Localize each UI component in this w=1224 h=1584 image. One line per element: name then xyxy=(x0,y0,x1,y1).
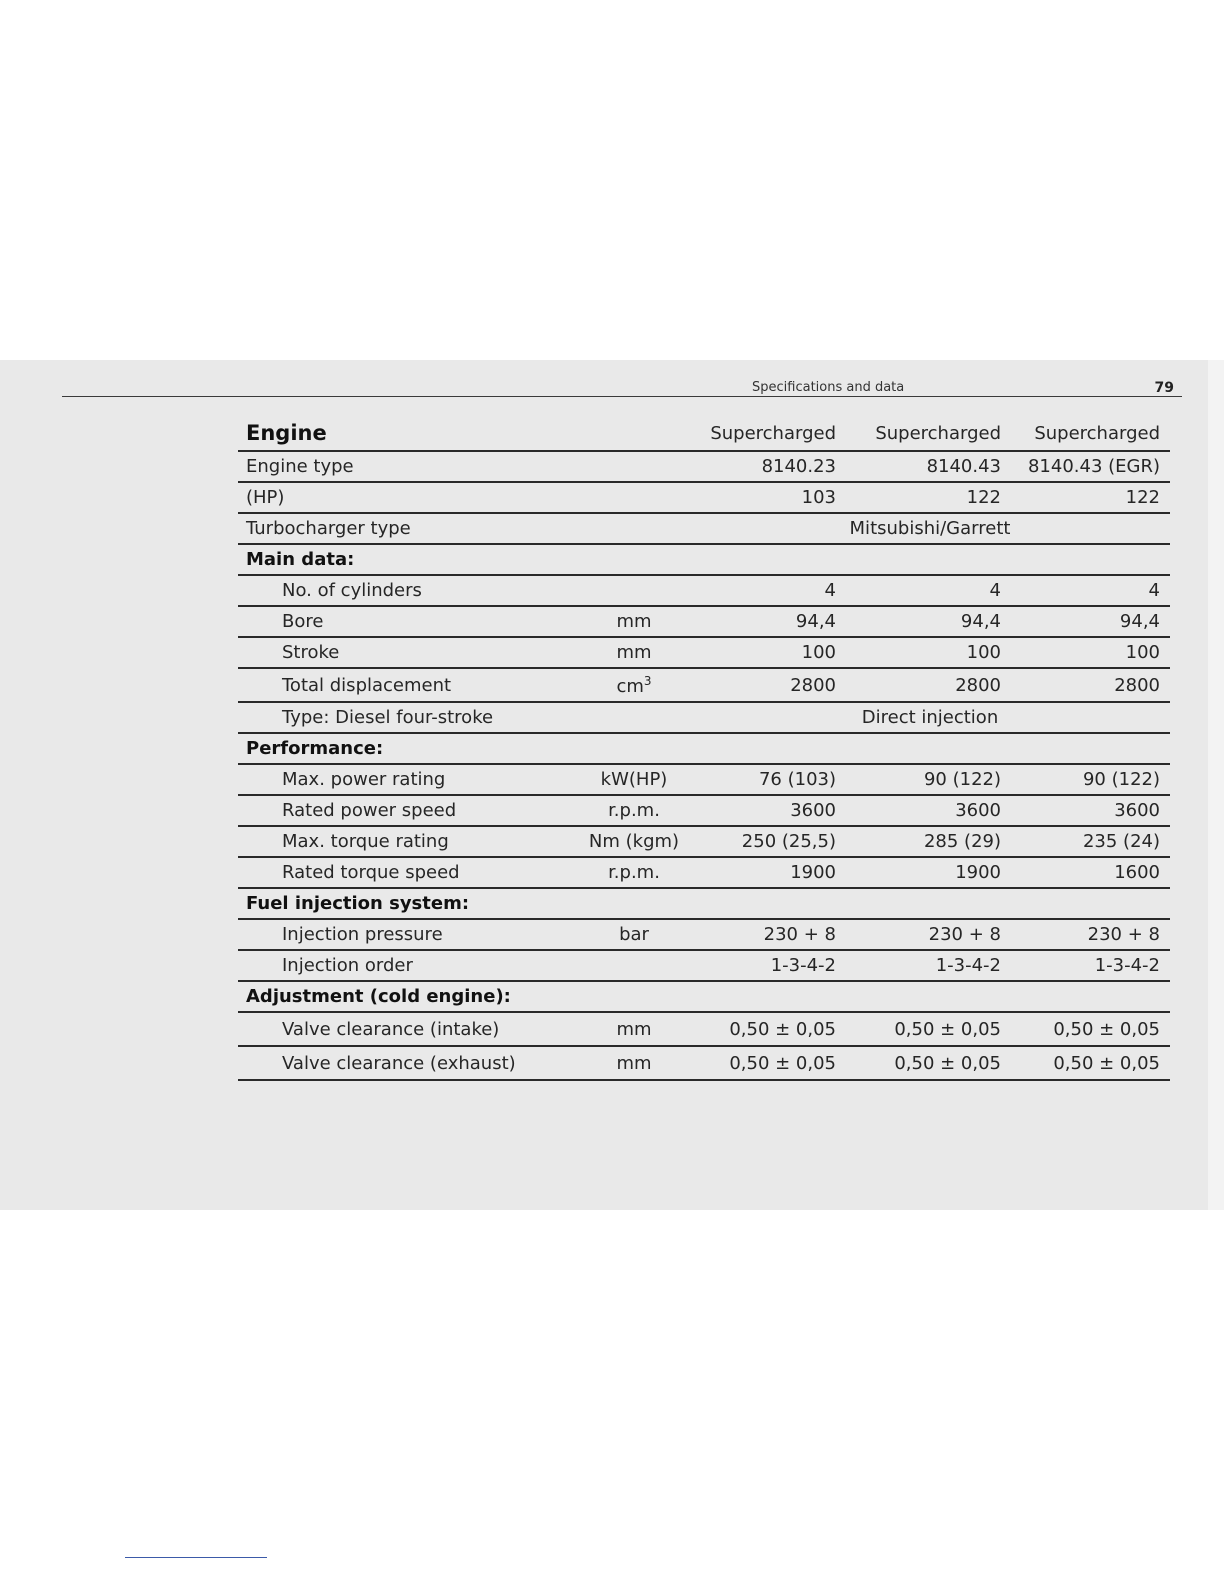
value-cell: 0,50 ± 0,05 xyxy=(846,1012,1011,1046)
unit-text: cm xyxy=(616,675,644,697)
section-header-row xyxy=(238,544,1170,575)
value-cell: 122 xyxy=(1011,482,1170,513)
value-cell: 94,4 xyxy=(690,606,846,637)
column-header: Supercharged xyxy=(1011,416,1170,451)
value-cell: 230 + 8 xyxy=(846,919,1011,950)
table-row xyxy=(238,668,1170,702)
unit-text: mm xyxy=(616,1052,652,1074)
value-cell: 1-3-4-2 xyxy=(1011,950,1170,981)
value-cell: 94,4 xyxy=(846,606,1011,637)
value-cell: 1600 xyxy=(1011,857,1170,888)
unit-text: kW(HP) xyxy=(600,769,668,790)
value-cell: 4 xyxy=(846,575,1011,606)
value-cell: 0,50 ± 0,05 xyxy=(690,1012,846,1046)
value-cell: 103 xyxy=(690,482,846,513)
value-cell: 3600 xyxy=(690,795,846,826)
row-unit xyxy=(558,606,690,637)
row-label: Stroke xyxy=(238,637,558,668)
section-label: Performance: xyxy=(238,733,1170,764)
row-unit xyxy=(558,575,690,606)
table-row xyxy=(238,764,1170,795)
value-cell: 8140.43 xyxy=(846,451,1011,482)
value-cell: 3600 xyxy=(1011,795,1170,826)
row-label: Valve clearance (exhaust) xyxy=(238,1046,558,1080)
table-header-row xyxy=(238,416,1170,451)
value-cell: 1900 xyxy=(690,857,846,888)
table-row xyxy=(238,637,1170,668)
section-label: Main data: xyxy=(238,544,1170,575)
page-number: 79 xyxy=(1154,380,1174,396)
unit-text: bar xyxy=(619,924,649,945)
unit-text: mm xyxy=(616,611,652,632)
row-unit xyxy=(558,950,690,981)
spanned-value: Mitsubishi/Garrett xyxy=(690,513,1170,544)
table-row xyxy=(238,1012,1170,1046)
table-row xyxy=(238,482,1170,513)
value-cell: 250 (25,5) xyxy=(690,826,846,857)
value-cell: 230 + 8 xyxy=(1011,919,1170,950)
unit-header-cell xyxy=(558,416,690,451)
unit-text: mm xyxy=(616,642,652,663)
engine-spec-table xyxy=(238,416,1170,1081)
value-cell: 0,50 ± 0,05 xyxy=(1011,1012,1170,1046)
value-cell: 100 xyxy=(1011,637,1170,668)
row-unit xyxy=(558,1012,690,1046)
spanned-value: Direct injection xyxy=(690,702,1170,733)
section-label: Adjustment (cold engine): xyxy=(238,981,1170,1012)
table-row xyxy=(238,795,1170,826)
table-row xyxy=(238,919,1170,950)
row-unit xyxy=(558,764,690,795)
scanned-page xyxy=(0,360,1224,1210)
table-title: Engine xyxy=(238,416,558,451)
value-cell: 90 (122) xyxy=(846,764,1011,795)
scan-edge xyxy=(1208,360,1224,1210)
row-unit xyxy=(558,702,690,733)
value-cell: 76 (103) xyxy=(690,764,846,795)
row-label: (HP) xyxy=(238,482,558,513)
section-title: Specifications and data xyxy=(752,380,905,395)
value-cell: 3600 xyxy=(846,795,1011,826)
value-cell: 0,50 ± 0,05 xyxy=(846,1046,1011,1080)
row-label: Max. torque rating xyxy=(238,826,558,857)
section-header-row xyxy=(238,981,1170,1012)
value-cell: 100 xyxy=(846,637,1011,668)
value-cell: 2800 xyxy=(846,668,1011,702)
table-row xyxy=(238,575,1170,606)
value-cell: 1-3-4-2 xyxy=(846,950,1011,981)
row-unit xyxy=(558,451,690,482)
row-unit xyxy=(558,513,690,544)
section-label: Fuel injection system: xyxy=(238,888,1170,919)
row-unit xyxy=(558,795,690,826)
table-row xyxy=(238,950,1170,981)
unit-superscript: 3 xyxy=(643,673,652,688)
row-label: Injection order xyxy=(238,950,558,981)
table-row xyxy=(238,513,1170,544)
column-header: Supercharged xyxy=(690,416,846,451)
bottom-rule xyxy=(125,1557,267,1558)
row-unit xyxy=(558,637,690,668)
table-row xyxy=(238,857,1170,888)
value-cell: 90 (122) xyxy=(1011,764,1170,795)
row-unit xyxy=(558,857,690,888)
row-unit xyxy=(558,482,690,513)
row-label: Max. power rating xyxy=(238,764,558,795)
value-cell: 285 (29) xyxy=(846,826,1011,857)
row-label: Total displacement xyxy=(238,668,558,702)
column-header: Supercharged xyxy=(846,416,1011,451)
row-label: Engine type xyxy=(238,451,558,482)
value-cell: 4 xyxy=(690,575,846,606)
unit-text: mm xyxy=(616,1018,652,1040)
value-cell: 230 + 8 xyxy=(690,919,846,950)
value-cell: 2800 xyxy=(1011,668,1170,702)
unit-text: r.p.m. xyxy=(608,862,660,883)
row-unit xyxy=(558,919,690,950)
row-label: Bore xyxy=(238,606,558,637)
value-cell: 4 xyxy=(1011,575,1170,606)
row-unit xyxy=(558,826,690,857)
row-label: Rated torque speed xyxy=(238,857,558,888)
row-label: Valve clearance (intake) xyxy=(238,1012,558,1046)
value-cell: 2800 xyxy=(690,668,846,702)
row-unit xyxy=(558,1046,690,1080)
table-row xyxy=(238,1046,1170,1080)
row-label: Turbocharger type xyxy=(238,513,558,544)
row-label: Injection pressure xyxy=(238,919,558,950)
value-cell: 8140.23 xyxy=(690,451,846,482)
table-row xyxy=(238,606,1170,637)
value-cell: 0,50 ± 0,05 xyxy=(690,1046,846,1080)
table-row xyxy=(238,451,1170,482)
table-row xyxy=(238,702,1170,733)
spec-table-body xyxy=(238,416,1170,1080)
value-cell: 235 (24) xyxy=(1011,826,1170,857)
value-cell: 1900 xyxy=(846,857,1011,888)
section-header-row xyxy=(238,733,1170,764)
row-label: Rated power speed xyxy=(238,795,558,826)
section-header-row xyxy=(238,888,1170,919)
row-label: No. of cylinders xyxy=(238,575,558,606)
unit-text: Nm (kgm) xyxy=(588,831,680,852)
unit-text: r.p.m. xyxy=(608,800,660,821)
row-label: Type: Diesel four-stroke xyxy=(238,702,558,733)
table-row xyxy=(238,826,1170,857)
value-cell: 100 xyxy=(690,637,846,668)
value-cell: 94,4 xyxy=(1011,606,1170,637)
value-cell: 122 xyxy=(846,482,1011,513)
value-cell: 1-3-4-2 xyxy=(690,950,846,981)
row-unit xyxy=(558,668,690,702)
value-cell: 8140.43 (EGR) xyxy=(1011,451,1170,482)
value-cell: 0,50 ± 0,05 xyxy=(1011,1046,1170,1080)
running-header xyxy=(62,360,1182,397)
